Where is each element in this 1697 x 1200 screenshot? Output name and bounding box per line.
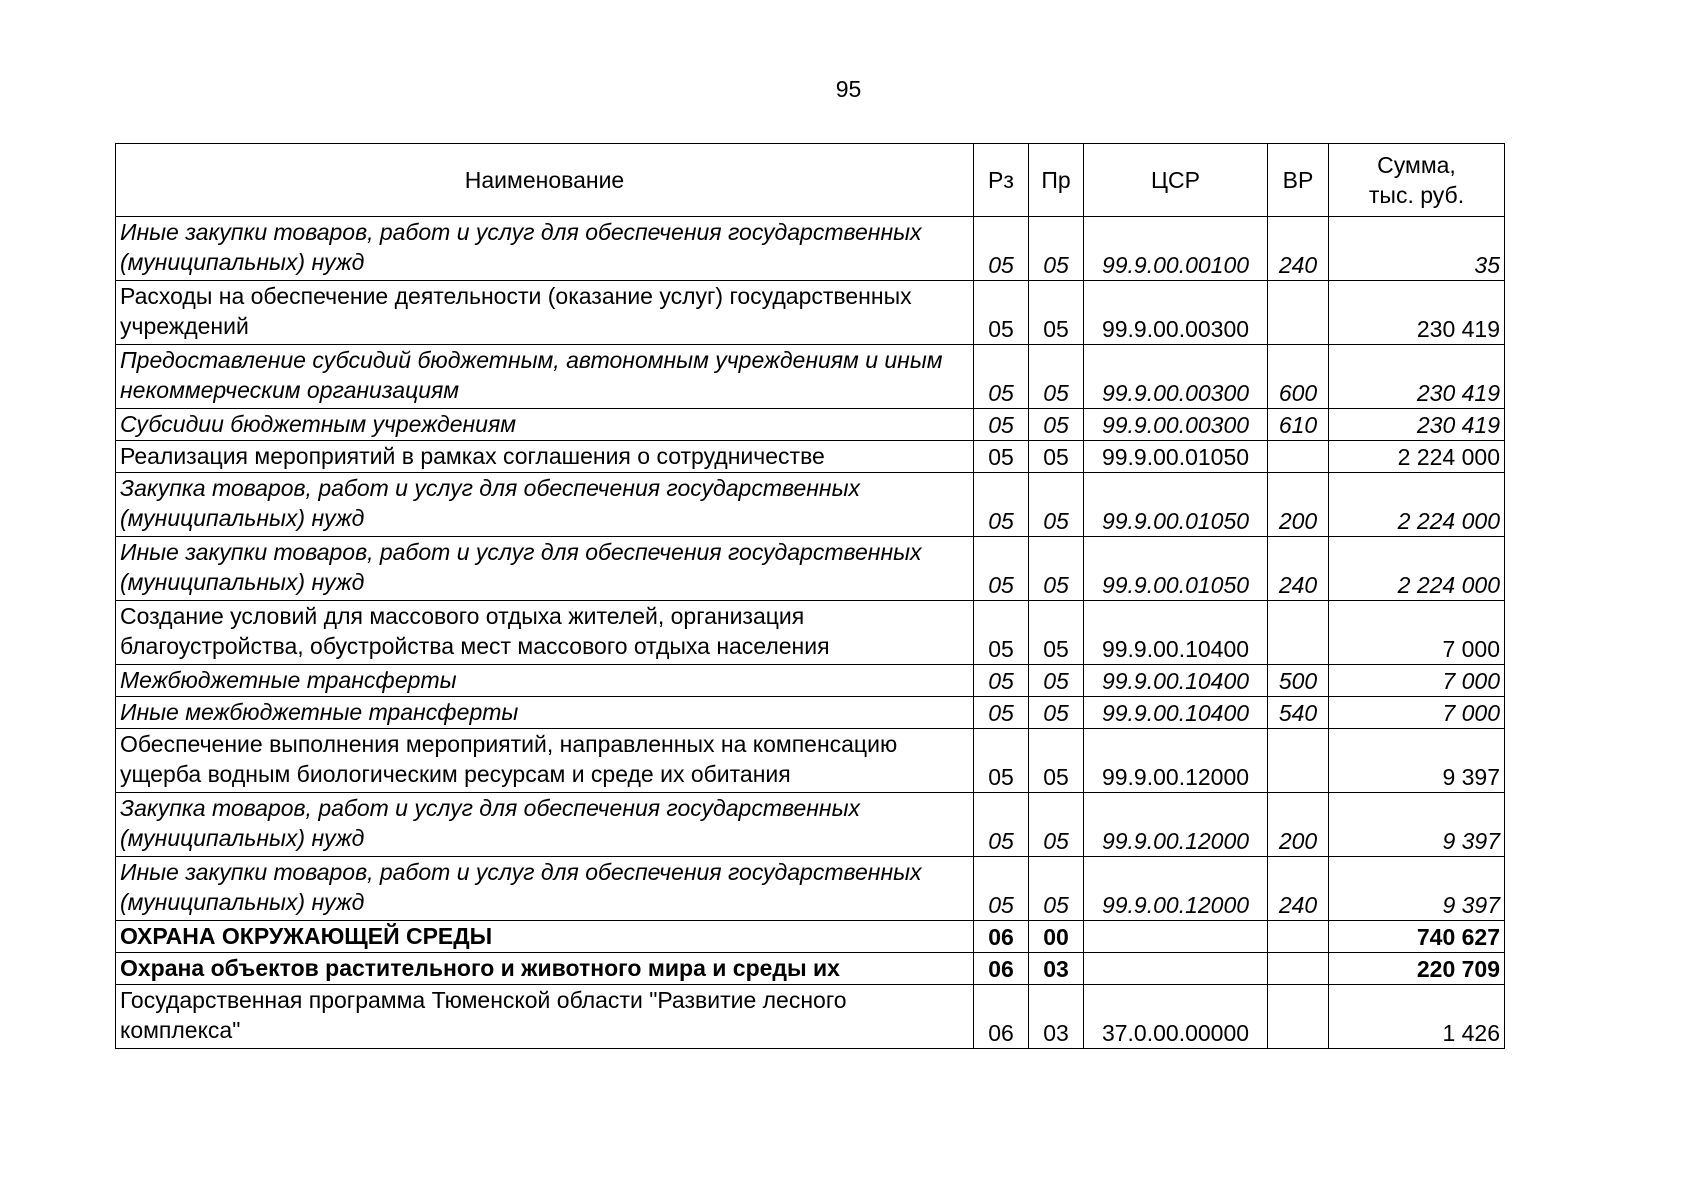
- cell-rz: 05: [974, 281, 1029, 345]
- cell-sum: 9 397: [1329, 729, 1505, 793]
- cell-pr: 05: [1029, 729, 1084, 793]
- cell-rz: 05: [974, 793, 1029, 857]
- cell-name: Предоставление субсидий бюджетным, автономным учреждениям и иным некоммерческим организациям: [116, 345, 974, 409]
- cell-csr: 99.9.00.12000: [1084, 793, 1268, 857]
- cell-sum: 2 224 000: [1329, 441, 1505, 473]
- cell-rz: 05: [974, 665, 1029, 697]
- cell-name: Расходы на обеспечение деятельности (оказание услуг) государственных учреждений: [116, 281, 974, 345]
- cell-sum: 230 419: [1329, 345, 1505, 409]
- cell-pr: 05: [1029, 697, 1084, 729]
- cell-name: Иные закупки товаров, работ и услуг для обеспечения государственных (муниципальных) нужд: [116, 537, 974, 601]
- cell-name: Обеспечение выполнения мероприятий, направленных на компенсацию ущерба водным биологическим ресурсам и среде их обитания: [116, 729, 974, 793]
- cell-vr: 610: [1268, 409, 1329, 441]
- cell-name: Субсидии бюджетным учреждениям: [116, 409, 974, 441]
- table-row: [116, 345, 1505, 409]
- cell-name: Реализация мероприятий в рамках соглашения о сотрудничестве: [116, 441, 974, 473]
- col-header-sum-line1: Сумма,: [1377, 152, 1456, 178]
- cell-sum: 7 000: [1329, 697, 1505, 729]
- table-row: [116, 921, 1505, 953]
- cell-vr: 240: [1268, 537, 1329, 601]
- col-header-sum: [1329, 144, 1505, 217]
- cell-name: Охрана объектов растительного и животного мира и среды их: [116, 953, 974, 985]
- cell-vr: 240: [1268, 857, 1329, 921]
- table-header-row: [116, 144, 1505, 217]
- cell-csr: 99.9.00.10400: [1084, 601, 1268, 665]
- table-row: [116, 665, 1505, 697]
- cell-pr: 05: [1029, 665, 1084, 697]
- table-row: [116, 409, 1505, 441]
- cell-name: Закупка товаров, работ и услуг для обеспечения государственных (муниципальных) нужд: [116, 473, 974, 537]
- table-row: [116, 857, 1505, 921]
- cell-sum: 7 000: [1329, 601, 1505, 665]
- table-row: [116, 729, 1505, 793]
- table-row: [116, 473, 1505, 537]
- table-row: [116, 985, 1505, 1049]
- cell-rz: 05: [974, 441, 1029, 473]
- cell-rz: 06: [974, 985, 1029, 1049]
- cell-vr: [1268, 921, 1329, 953]
- table-row: [116, 697, 1505, 729]
- cell-vr: 600: [1268, 345, 1329, 409]
- table-row: [116, 953, 1505, 985]
- cell-csr: 99.9.00.12000: [1084, 729, 1268, 793]
- table-row: [116, 281, 1505, 345]
- cell-vr: [1268, 281, 1329, 345]
- cell-sum: 9 397: [1329, 857, 1505, 921]
- cell-sum: 1 426: [1329, 985, 1505, 1049]
- budget-table: [115, 143, 1505, 1049]
- cell-csr: 99.9.00.01050: [1084, 441, 1268, 473]
- cell-sum: 740 627: [1329, 921, 1505, 953]
- cell-sum: 230 419: [1329, 409, 1505, 441]
- cell-rz: 06: [974, 921, 1029, 953]
- cell-rz: 06: [974, 953, 1029, 985]
- table-row: [116, 441, 1505, 473]
- cell-csr: 99.9.00.12000: [1084, 857, 1268, 921]
- cell-csr: 99.9.00.00300: [1084, 281, 1268, 345]
- cell-vr: 240: [1268, 217, 1329, 281]
- cell-name: Межбюджетные трансферты: [116, 665, 974, 697]
- cell-pr: 05: [1029, 409, 1084, 441]
- table-body: [116, 217, 1505, 1049]
- cell-csr: 99.9.00.01050: [1084, 537, 1268, 601]
- cell-csr: [1084, 921, 1268, 953]
- table-row: [116, 537, 1505, 601]
- cell-vr: [1268, 441, 1329, 473]
- cell-name: Иные межбюджетные трансферты: [116, 697, 974, 729]
- cell-rz: 05: [974, 473, 1029, 537]
- cell-pr: 05: [1029, 217, 1084, 281]
- cell-vr: 500: [1268, 665, 1329, 697]
- cell-csr: 99.9.00.01050: [1084, 473, 1268, 537]
- cell-name: Создание условий для массового отдыха жителей, организация благоустройства, обустройства мест массового отдыха населения: [116, 601, 974, 665]
- cell-csr: 99.9.00.10400: [1084, 665, 1268, 697]
- col-header-sum-line2: тыс. руб.: [1368, 182, 1465, 208]
- cell-pr: 05: [1029, 345, 1084, 409]
- col-header-pr: Пр: [1029, 144, 1084, 217]
- cell-name: Иные закупки товаров, работ и услуг для обеспечения государственных (муниципальных) нужд: [116, 217, 974, 281]
- cell-sum: 2 224 000: [1329, 473, 1505, 537]
- cell-pr: 05: [1029, 793, 1084, 857]
- cell-name: Закупка товаров, работ и услуг для обеспечения государственных (муниципальных) нужд: [116, 793, 974, 857]
- cell-pr: 03: [1029, 953, 1084, 985]
- cell-pr: 03: [1029, 985, 1084, 1049]
- cell-vr: 540: [1268, 697, 1329, 729]
- cell-pr: 05: [1029, 441, 1084, 473]
- cell-name: Государственная программа Тюменской области "Развитие лесного комплекса": [116, 985, 974, 1049]
- table-row: [116, 217, 1505, 281]
- table-row: [116, 793, 1505, 857]
- cell-rz: 05: [974, 217, 1029, 281]
- cell-vr: 200: [1268, 473, 1329, 537]
- cell-pr: 05: [1029, 601, 1084, 665]
- cell-sum: 7 000: [1329, 665, 1505, 697]
- col-header-name: Наименование: [116, 144, 974, 217]
- cell-vr: [1268, 729, 1329, 793]
- col-header-vr: ВР: [1268, 144, 1329, 217]
- cell-pr: 05: [1029, 281, 1084, 345]
- cell-pr: 05: [1029, 857, 1084, 921]
- cell-csr: 99.9.00.00300: [1084, 345, 1268, 409]
- cell-rz: 05: [974, 857, 1029, 921]
- cell-sum: 9 397: [1329, 793, 1505, 857]
- cell-vr: [1268, 953, 1329, 985]
- cell-vr: [1268, 985, 1329, 1049]
- cell-rz: 05: [974, 697, 1029, 729]
- cell-pr: 05: [1029, 473, 1084, 537]
- page-number: 95: [835, 76, 862, 102]
- cell-csr: 99.9.00.00100: [1084, 217, 1268, 281]
- cell-name: Иные закупки товаров, работ и услуг для обеспечения государственных (муниципальных) нужд: [116, 857, 974, 921]
- cell-csr: 37.0.00.00000: [1084, 985, 1268, 1049]
- cell-csr: 99.9.00.00300: [1084, 409, 1268, 441]
- cell-rz: 05: [974, 729, 1029, 793]
- cell-rz: 05: [974, 537, 1029, 601]
- cell-rz: 05: [974, 345, 1029, 409]
- col-header-csr: ЦСР: [1084, 144, 1268, 217]
- cell-sum: 230 419: [1329, 281, 1505, 345]
- cell-vr: 200: [1268, 793, 1329, 857]
- cell-vr: [1268, 601, 1329, 665]
- cell-sum: 220 709: [1329, 953, 1505, 985]
- cell-sum: 35: [1329, 217, 1505, 281]
- col-header-rz: Рз: [974, 144, 1029, 217]
- table-row: [116, 601, 1505, 665]
- cell-csr: [1084, 953, 1268, 985]
- cell-sum: 2 224 000: [1329, 537, 1505, 601]
- cell-rz: 05: [974, 601, 1029, 665]
- cell-rz: 05: [974, 409, 1029, 441]
- cell-name: ОХРАНА ОКРУЖАЮЩЕЙ СРЕДЫ: [116, 921, 974, 953]
- cell-csr: 99.9.00.10400: [1084, 697, 1268, 729]
- cell-pr: 05: [1029, 537, 1084, 601]
- cell-pr: 00: [1029, 921, 1084, 953]
